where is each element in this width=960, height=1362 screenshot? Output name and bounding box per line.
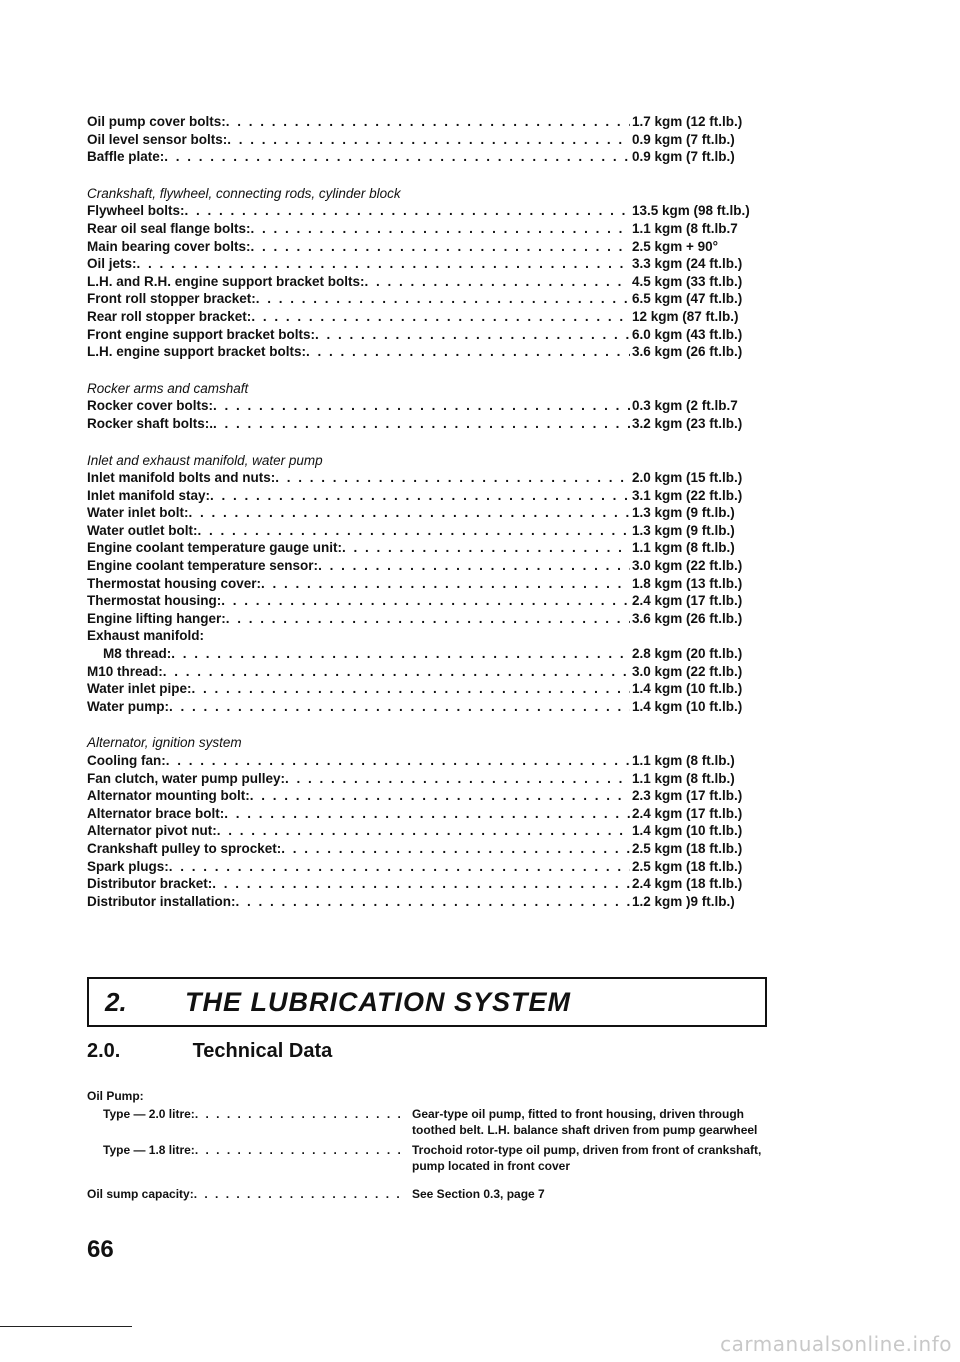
torque-specifications xyxy=(87,113,767,910)
leader-dots xyxy=(226,610,630,628)
leader-dots xyxy=(217,822,630,840)
torque-row xyxy=(87,273,767,291)
oil-pump-rows xyxy=(87,1106,777,1174)
torque-value: 1.1 kgm (8 ft.lb.) xyxy=(632,753,735,768)
bottom-rule xyxy=(0,1326,132,1327)
torque-label: Rear oil seal flange bolts: xyxy=(87,220,251,236)
tech-label: Type — 1.8 litre: xyxy=(103,1143,195,1157)
leader-dots xyxy=(171,645,630,663)
torque-label: Rear roll stopper bracket: xyxy=(87,308,252,324)
torque-value: 2.4 kgm (17 ft.lb.) xyxy=(632,593,743,609)
torque-row xyxy=(87,220,767,238)
torque-label: Engine lifting hanger: xyxy=(87,610,226,626)
torque-label: Distributor installation: xyxy=(87,893,236,909)
torque-row xyxy=(87,469,767,487)
torque-label: Main bearing cover bolts: xyxy=(87,238,251,254)
leader-dots xyxy=(285,770,630,788)
leader-dots xyxy=(236,893,631,911)
torque-label: Baffle plate: xyxy=(87,149,165,165)
torque-row xyxy=(87,752,767,770)
leader-dots xyxy=(251,308,630,326)
torque-value: 3.6 kgm (26 ft.lb.) xyxy=(632,610,743,626)
torque-row xyxy=(87,415,767,433)
leader-dots xyxy=(365,273,630,291)
torque-label: Engine coolant temperature sensor: xyxy=(87,558,319,574)
torque-row xyxy=(87,238,767,256)
torque-label: Inlet manifold stay: xyxy=(87,487,211,503)
oil-sump-value: See Section 0.3, page 7 xyxy=(412,1187,545,1201)
leader-dots xyxy=(221,592,630,610)
leader-dots xyxy=(169,858,630,876)
page-number: 66 xyxy=(87,1236,114,1263)
torque-label: Engine coolant temperature gauge unit: xyxy=(87,540,343,556)
oil-sump-row xyxy=(87,1186,777,1202)
torque-row xyxy=(87,893,767,911)
section-heading: Crankshaft, flywheel, connecting rods, cylinder block xyxy=(87,185,401,201)
torque-label: Front roll stopper bracket: xyxy=(87,291,256,307)
torque-value: 0.9 kgm (7 ft.lb.) xyxy=(632,131,735,147)
torque-row xyxy=(87,255,767,273)
torque-label: M8 thread: xyxy=(103,646,172,662)
leader-dots xyxy=(251,220,630,238)
torque-label: Inlet manifold bolts and nuts: xyxy=(87,470,276,486)
torque-row xyxy=(87,787,767,805)
tech-row xyxy=(87,1106,777,1138)
torque-value: 1.1 kgm (8 ft.lb.7 xyxy=(632,220,738,236)
torque-label: Water inlet bolt: xyxy=(87,505,189,521)
torque-value: 4.5 kgm (33 ft.lb.) xyxy=(632,273,743,289)
torque-value: 3.6 kgm (26 ft.lb.) xyxy=(632,344,743,360)
torque-value: 2.3 kgm (17 ft.lb.) xyxy=(632,788,743,804)
torque-row xyxy=(87,698,767,716)
leader-dots xyxy=(213,415,630,433)
torque-label: L.H. and R.H. engine support bracket bolts: xyxy=(87,273,365,289)
torque-value: 2.4 kgm (17 ft.lb.) xyxy=(632,805,743,821)
torque-row xyxy=(87,680,767,698)
leader-dots xyxy=(195,1142,404,1174)
tech-value: Gear-type oil pump, fitted to front housing, driven through toothed belt. L.H. balance shaft driven from pump gearwheel xyxy=(412,1107,758,1137)
torque-row xyxy=(87,148,767,166)
torque-value: 3.2 kgm (23 ft.lb.) xyxy=(632,415,743,431)
torque-row xyxy=(87,858,767,876)
torque-value: 13.5 kgm (98 ft.lb.) xyxy=(632,203,750,219)
chapter-number: 2. xyxy=(105,986,127,1017)
subsection-heading xyxy=(87,1040,332,1063)
torque-label: L.H. engine support bracket bolts: xyxy=(87,344,307,360)
leader-dots xyxy=(210,487,630,505)
torque-value: 1.8 kgm (13 ft.lb.) xyxy=(632,575,743,591)
leader-dots xyxy=(256,290,630,308)
leader-dots xyxy=(166,752,630,770)
torque-label: Thermostat housing cover: xyxy=(87,575,262,591)
tech-row xyxy=(87,1142,777,1174)
subsection-title: Technical Data xyxy=(192,1040,333,1062)
torque-value: 1.7 kgm (12 ft.lb.) xyxy=(632,114,743,129)
torque-row xyxy=(87,840,767,858)
torque-value: 3.0 kgm (22 ft.lb.) xyxy=(632,663,743,679)
leader-dots xyxy=(189,504,631,522)
torque-value: 1.3 kgm (9 ft.lb.) xyxy=(632,522,735,538)
leader-dots xyxy=(226,113,630,131)
torque-label: Thermostat housing: xyxy=(87,593,222,609)
torque-value: 12 kgm (87 ft.lb.) xyxy=(632,308,739,324)
torque-label: M10 thread: xyxy=(87,663,163,679)
leader-dots xyxy=(192,680,630,698)
leader-dots xyxy=(315,326,630,344)
leader-dots xyxy=(275,469,630,487)
leader-dots xyxy=(163,663,630,681)
torque-row xyxy=(87,326,767,344)
torque-value: 0.9 kgm (7 ft.lb.) xyxy=(632,149,735,165)
torque-label: Alternator pivot nut: xyxy=(87,823,217,839)
torque-value: 3.1 kgm (22 ft.lb.) xyxy=(632,487,743,503)
torque-value: 1.4 kgm (10 ft.lb.) xyxy=(632,698,743,714)
torque-label: Rocker cover bolts: xyxy=(87,398,214,414)
torque-label: Water inlet pipe: xyxy=(87,681,192,697)
torque-label: Rocker shaft bolts:. xyxy=(87,415,214,431)
torque-row xyxy=(87,522,767,540)
torque-value: 3.0 kgm (22 ft.lb.) xyxy=(632,558,743,574)
section-heading: Rocker arms and camshaft xyxy=(87,380,249,396)
torque-label: Oil pump cover bolts: xyxy=(87,114,226,129)
oil-pump-heading: Oil Pump: xyxy=(87,1089,144,1103)
torque-row xyxy=(87,343,767,361)
leader-dots xyxy=(281,840,630,858)
leader-dots xyxy=(261,575,630,593)
watermark: carmanualsonline.info xyxy=(720,1332,952,1356)
torque-row xyxy=(87,645,767,663)
torque-row xyxy=(87,875,767,893)
torque-value: 1.4 kgm (10 ft.lb.) xyxy=(632,823,743,839)
leader-dots xyxy=(185,202,630,220)
chapter-title-box xyxy=(87,977,767,1027)
torque-value: 2.5 kgm (18 ft.lb.) xyxy=(632,858,743,874)
torque-value: 1.4 kgm (10 ft.lb.) xyxy=(632,681,743,697)
torque-label: Fan clutch, water pump pulley: xyxy=(87,770,286,786)
subsection-number: 2.0. xyxy=(87,1040,121,1062)
torque-label: Spark plugs: xyxy=(87,858,169,874)
torque-label: Alternator mounting bolt: xyxy=(87,788,250,804)
torque-row xyxy=(87,202,767,220)
torque-value: 2.5 kgm + 90° xyxy=(632,238,719,254)
torque-label: Front engine support bracket bolts: xyxy=(87,326,316,342)
torque-row xyxy=(87,290,767,308)
torque-label: Crankshaft pulley to sprocket: xyxy=(87,840,282,856)
torque-row xyxy=(87,592,767,610)
oil-sump-label: Oil sump capacity: xyxy=(87,1187,194,1201)
torque-row xyxy=(87,487,767,505)
torque-value: 1.2 kgm )9 ft.lb.) xyxy=(632,893,735,909)
leader-dots xyxy=(306,343,630,361)
section-heading: Inlet and exhaust manifold, water pump xyxy=(87,452,323,468)
torque-row xyxy=(87,805,767,823)
leader-dots xyxy=(194,1186,404,1202)
torque-value: 1.1 kgm (8 ft.lb.) xyxy=(632,770,735,786)
leader-dots xyxy=(251,238,630,256)
leader-dots xyxy=(169,698,630,716)
tech-label: Type — 2.0 litre: xyxy=(103,1107,195,1121)
leader-dots xyxy=(318,557,630,575)
torque-row xyxy=(87,663,767,681)
torque-label: Distributor bracket: xyxy=(87,876,213,892)
torque-row xyxy=(87,770,767,788)
torque-value: 1.3 kgm (9 ft.lb.) xyxy=(632,505,735,521)
leader-dots xyxy=(212,875,630,893)
torque-row xyxy=(87,557,767,575)
torque-value: 2.8 kgm (20 ft.lb.) xyxy=(632,646,743,662)
torque-label: Flywheel bolts: xyxy=(87,203,185,219)
torque-row xyxy=(87,539,767,557)
torque-row xyxy=(87,575,767,593)
torque-row xyxy=(87,397,767,415)
torque-value: 6.5 kgm (47 ft.lb.) xyxy=(632,291,743,307)
torque-label: Oil level sensor bolts: xyxy=(87,131,228,147)
section-heading: Alternator, ignition system xyxy=(87,735,242,751)
torque-label: Water outlet bolt: xyxy=(87,522,198,538)
torque-row xyxy=(87,610,767,628)
leader-dots xyxy=(224,805,630,823)
leader-dots xyxy=(250,787,630,805)
torque-value: 6.0 kgm (43 ft.lb.) xyxy=(632,326,743,342)
torque-label: Water pump: xyxy=(87,698,169,714)
torque-value: 0.3 kgm (2 ft.lb.7 xyxy=(632,398,738,414)
torque-row xyxy=(87,822,767,840)
technical-data xyxy=(87,1088,777,1202)
leader-dots xyxy=(164,148,630,166)
leader-dots xyxy=(227,131,630,149)
torque-value: 1.1 kgm (8 ft.lb.) xyxy=(632,540,735,556)
tech-value: Trochoid rotor-type oil pump, driven from front of crankshaft, pump located in front cover xyxy=(412,1143,762,1173)
torque-value: 2.4 kgm (18 ft.lb.) xyxy=(632,876,743,892)
torque-row xyxy=(87,504,767,522)
chapter-title: THE LUBRICATION SYSTEM xyxy=(185,986,571,1017)
torque-row xyxy=(87,113,767,131)
torque-row xyxy=(87,131,767,149)
torque-value: 2.0 kgm (15 ft.lb.) xyxy=(632,470,743,486)
torque-row xyxy=(87,627,767,645)
leader-dots xyxy=(198,522,631,540)
torque-label: Exhaust manifold: xyxy=(87,628,205,644)
torque-value: 2.5 kgm (18 ft.lb.) xyxy=(632,840,743,856)
leader-dots xyxy=(195,1106,404,1138)
leader-dots xyxy=(213,397,630,415)
torque-label: Cooling fan: xyxy=(87,753,166,768)
leader-dots xyxy=(342,539,630,557)
torque-label: Oil jets: xyxy=(87,256,137,272)
torque-value: 3.3 kgm (24 ft.lb.) xyxy=(632,256,743,272)
torque-label: Alternator brace bolt: xyxy=(87,805,225,821)
torque-row xyxy=(87,308,767,326)
leader-dots xyxy=(137,255,630,273)
